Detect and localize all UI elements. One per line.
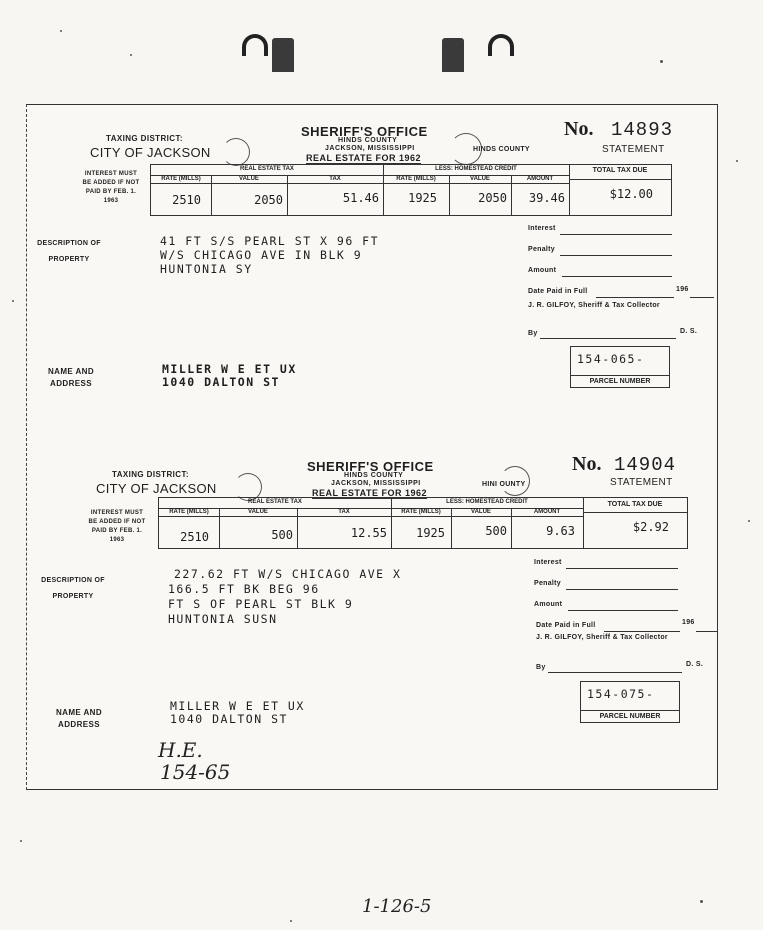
- scan-speck: [700, 900, 703, 903]
- homestead-credit-header: LESS: HOMESTEAD CREDIT: [446, 499, 528, 505]
- by-line: [548, 672, 682, 673]
- penalty-label: Penalty: [528, 246, 555, 253]
- penalty-line: [566, 589, 678, 590]
- binder-ring-mark: [242, 34, 268, 56]
- deputy-label: D. S.: [686, 661, 704, 668]
- interest-note: INTEREST MUST BE ADDED IF NOT PAID BY FEB. 1. 1963: [82, 171, 140, 204]
- penalty-label: Penalty: [534, 580, 561, 587]
- interest-label: Interest: [534, 559, 562, 566]
- amount-label: Amount: [534, 601, 563, 608]
- real-estate-year-title: REAL ESTATE FOR 1962: [312, 488, 428, 498]
- date-paid-label: Date Paid in Full: [536, 622, 596, 629]
- rate-value: 2510: [180, 530, 209, 544]
- homestead-credit-header: LESS: HOMESTEAD CREDIT: [435, 166, 517, 172]
- binder-clip-mark: [442, 38, 464, 72]
- amount-line: [568, 610, 678, 611]
- parcel-number: 154-065-: [577, 352, 645, 366]
- scan-speck: [736, 160, 738, 162]
- description-line: HUNTONIA SUSN: [168, 612, 278, 626]
- handwritten-note-line: H.E.: [158, 738, 203, 762]
- description-label: DESCRIPTION OF PROPERTY: [41, 577, 105, 600]
- collector-name: J. R. GILFOY, Sheriff & Tax Collector: [528, 302, 660, 309]
- scan-speck: [290, 920, 292, 922]
- year-line: [696, 631, 718, 632]
- parcel-number-label: PARCEL NUMBER: [571, 375, 669, 385]
- name-address-label: NAME AND ADDRESS: [47, 367, 94, 388]
- county-seal-text: HINI OUNTY: [482, 481, 526, 488]
- interest-label: Interest: [528, 225, 556, 232]
- location: JACKSON, MISSISSIPPI: [331, 480, 421, 487]
- deputy-label: D. S.: [680, 328, 698, 335]
- statement-number: 14904: [614, 454, 677, 476]
- statement-label: STATEMENT: [602, 144, 665, 155]
- office-title: SHERIFF'S OFFICE: [307, 459, 434, 474]
- tax-value: 51.46: [342, 191, 379, 205]
- taxing-district-label: TAXING DISTRICT:: [112, 470, 189, 479]
- owner-name: MILLER W E ET UX: [170, 699, 305, 713]
- homestead-rate-value: 1925: [408, 191, 437, 205]
- assessed-value: 2050: [254, 193, 283, 207]
- city-name: CITY OF JACKSON: [90, 145, 211, 160]
- interest-note: INTEREST MUST BE ADDED IF NOT PAID BY FEB. 1. 1963: [88, 510, 146, 543]
- office-title: SHERIFF'S OFFICE: [301, 124, 428, 139]
- col-tax-header: TAX: [329, 176, 341, 182]
- statement-number: 14893: [611, 119, 674, 141]
- total-tax-due: $2.92: [632, 520, 669, 534]
- penalty-line: [560, 255, 672, 256]
- scan-speck: [660, 60, 663, 63]
- description-label: DESCRIPTION OF PROPERTY: [37, 240, 101, 263]
- interest-line: [560, 234, 672, 235]
- col-value-header: VALUE: [248, 509, 268, 515]
- county-name: HINDS COUNTY: [344, 472, 404, 479]
- total-tax-due: $12.00: [609, 187, 653, 201]
- col-h-amount-header: AMOUNT: [533, 509, 561, 515]
- by-label: By: [536, 664, 546, 671]
- handwritten-page-number: 1-126-5: [362, 896, 432, 917]
- col-h-rate-header: RATE (MILLS): [396, 176, 436, 182]
- statement-label: STATEMENT: [610, 477, 673, 488]
- col-h-value-header: VALUE: [470, 176, 490, 182]
- year-prefix: 196: [676, 286, 689, 293]
- tax-value: 12.55: [350, 526, 387, 540]
- col-tax-header: TAX: [338, 509, 350, 515]
- county-seal-text: HINDS COUNTY: [473, 146, 530, 153]
- scan-speck: [130, 54, 132, 56]
- homestead-amount: 39.46: [528, 191, 565, 205]
- scan-speck: [748, 520, 750, 522]
- homestead-amount: 9.63: [546, 524, 575, 538]
- col-h-rate-header: RATE (MILLS): [401, 509, 441, 515]
- collector-name: J. R. GILFOY, Sheriff & Tax Collector: [536, 634, 668, 641]
- col-rate-header: RATE (MILLS): [161, 176, 201, 182]
- parcel-number: 154-075-: [587, 687, 655, 701]
- date-paid-label: Date Paid in Full: [528, 288, 588, 295]
- by-label: By: [528, 330, 538, 337]
- date-paid-line: [596, 297, 674, 298]
- city-name: CITY OF JACKSON: [96, 481, 217, 496]
- real-estate-year-title: REAL ESTATE FOR 1962: [306, 153, 422, 163]
- assessed-value: 500: [271, 528, 293, 542]
- seal-mark: [222, 138, 250, 166]
- binder-clip-mark: [272, 38, 294, 72]
- scan-speck: [20, 840, 22, 842]
- parcel-number-label: PARCEL NUMBER: [581, 710, 679, 720]
- year-prefix: 196: [682, 619, 695, 626]
- col-rate-header: RATE (MILLS): [169, 509, 209, 515]
- statement-no-label: No.: [564, 118, 594, 140]
- col-total-header: TOTAL TAX DUE: [592, 167, 648, 174]
- county-name: HINDS COUNTY: [338, 137, 398, 144]
- tax-grid: [150, 164, 672, 216]
- description-line: 227.62 FT W/S CHICAGO AVE X: [174, 567, 402, 581]
- owner-address: 1040 DALTON ST: [162, 375, 280, 389]
- statement-no-label: No.: [572, 453, 602, 475]
- scan-speck: [12, 300, 14, 302]
- description-line: 166.5 FT BK BEG 96: [168, 582, 320, 596]
- name-address-label: NAME AND ADDRESS: [55, 708, 102, 729]
- parcel-number-box: [580, 681, 680, 723]
- year-line: [690, 297, 714, 298]
- scan-speck: [60, 30, 62, 32]
- owner-address: 1040 DALTON ST: [170, 712, 288, 726]
- taxing-district-label: TAXING DISTRICT:: [106, 134, 183, 143]
- rate-value: 2510: [172, 193, 201, 207]
- real-estate-tax-header: REAL ESTATE TAX: [248, 499, 302, 505]
- by-line: [540, 338, 676, 339]
- interest-line: [566, 568, 678, 569]
- location: JACKSON, MISSISSIPPI: [325, 145, 415, 152]
- date-paid-line: [604, 631, 680, 632]
- description-line: 41 FT S/S PEARL ST X 96 FT: [160, 234, 380, 248]
- col-h-amount-header: AMOUNT: [526, 176, 554, 182]
- homestead-value: 500: [485, 524, 507, 538]
- real-estate-tax-header: REAL ESTATE TAX: [240, 166, 294, 172]
- description-line: FT S OF PEARL ST BLK 9: [168, 597, 354, 611]
- owner-name: MILLER W E ET UX: [162, 362, 297, 376]
- handwritten-note-line: 154-65: [160, 760, 231, 784]
- col-total-header: TOTAL TAX DUE: [607, 501, 663, 508]
- binder-ring-mark: [488, 34, 514, 56]
- amount-label: Amount: [528, 267, 557, 274]
- description-line: HUNTONIA SY: [160, 262, 253, 276]
- col-h-value-header: VALUE: [471, 509, 491, 515]
- col-value-header: VALUE: [239, 176, 259, 182]
- tax-grid: [158, 497, 688, 549]
- homestead-value: 2050: [478, 191, 507, 205]
- amount-line: [562, 276, 672, 277]
- parcel-number-box: [570, 346, 670, 388]
- homestead-rate-value: 1925: [416, 526, 445, 540]
- description-line: W/S CHICAGO AVE IN BLK 9: [160, 248, 363, 262]
